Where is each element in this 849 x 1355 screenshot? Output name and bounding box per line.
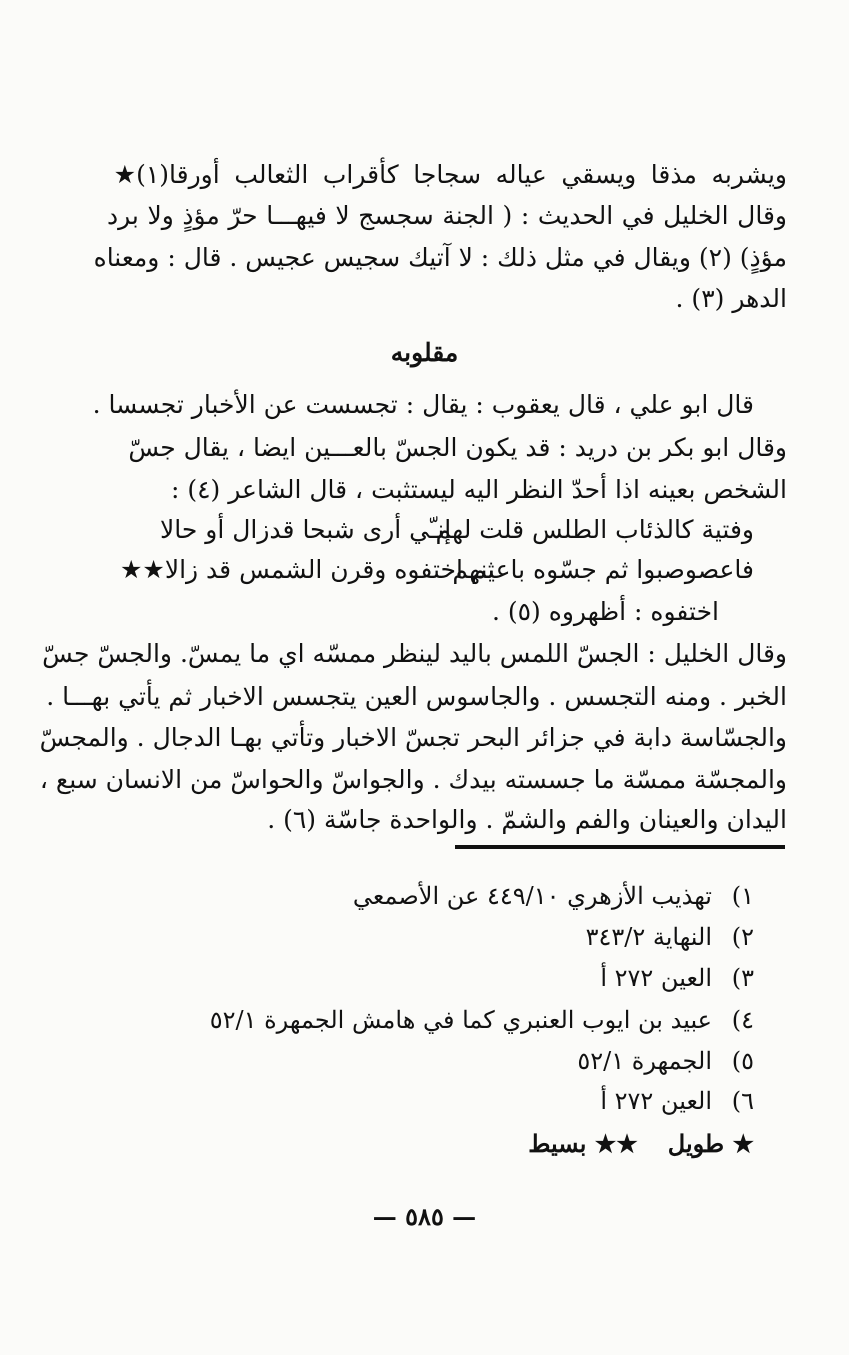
footnote-number: ١) bbox=[731, 882, 754, 910]
footnote bbox=[586, 917, 754, 957]
text-line: ويشربه مذقا ويسقي عياله سجاجا كأقراب الثعالب أورقا(١)★ bbox=[107, 160, 787, 189]
verse-hemistich-first: وفتية كالذئاب الطلس قلت لهم bbox=[435, 515, 754, 544]
footnote-separator bbox=[455, 845, 785, 849]
footnote-text: عبيد بن ايوب العنبري كما في هامش الجمهرة ٥٢/١ bbox=[209, 1006, 712, 1034]
text-line: قال ابو علي ، قال يعقوب : يقال : تجسست عن الأخبار تجسسا . bbox=[92, 390, 754, 419]
footnote-text: الجمهرة ٥٢/١ bbox=[577, 1047, 712, 1075]
footnote-text: النهاية ٣٤٣/٢ bbox=[585, 923, 712, 951]
verse-hemistich-second: إنـّي أرى شبحا قدزال أو حالا bbox=[160, 515, 452, 544]
footnote-text: العين ٢٧٢ أ bbox=[600, 1087, 712, 1115]
text-line: الشخص بعينه اذا أحدّ النظر اليه ليستثبت ، قال الشاعر (٤) : bbox=[170, 475, 787, 504]
text-line: وقال ابو بكر بن دريد : قد يكون الجسّ بالعـــين ايضا ، يقال جسّ bbox=[128, 433, 787, 462]
gloss-line: اختفوه : أظهروه (٥) . bbox=[491, 597, 719, 626]
footnote-number: ٢) bbox=[731, 923, 754, 951]
page-number: — ٥٨٥ — bbox=[372, 1202, 477, 1231]
verse-hemistich-second: ثم اختفوه وقرن الشمس قد زالا★★ bbox=[120, 555, 495, 584]
text-line: والمجسّة ممسّة ما جسسته بيدك . والجواسّ والحواسّ من الانسان سبع ، bbox=[39, 765, 787, 794]
footnote-text: العين ٢٧٢ أ bbox=[600, 964, 712, 992]
footnote-number: ٦) bbox=[731, 1087, 754, 1115]
text-line: مؤذٍ) (٢) ويقال في مثل ذلك : لا آتيك سجيس عجيس . قال : ومعناه bbox=[93, 243, 787, 272]
footnote bbox=[600, 958, 754, 998]
footnote bbox=[577, 1041, 754, 1081]
footnote-number: ٣) bbox=[731, 964, 754, 992]
text-line: الخبر . ومنه التجسس . والجاسوس العين يتجسس الاخبار ثم يأتي بهـــا . bbox=[46, 682, 787, 711]
meter-tawil: ★ طويل bbox=[667, 1129, 754, 1158]
text-line: وقال الخليل في الحديث : ( الجنة سجسج لا فيهـــا حرّ مؤذٍ ولا برد bbox=[107, 201, 787, 230]
footnote bbox=[210, 1000, 754, 1040]
verse-hemistich-first: فاعصوصبوا ثم جسّوه باعينهم bbox=[452, 555, 754, 584]
text-line: الدهر (٣) . bbox=[675, 284, 787, 313]
footnote-number: ٥) bbox=[731, 1047, 754, 1075]
text-line: وقال الخليل : الجسّ اللمس باليد لينظر ممسّه اي ما يمسّ. والجسّ جسّ bbox=[42, 639, 787, 668]
footnote bbox=[600, 1081, 754, 1121]
text-line: والجسّاسة دابة في جزائر البحر تجسّ الاخبار وتأتي بهـا الدجال . والمجسّ bbox=[39, 723, 787, 752]
section-heading: مقلوبه bbox=[390, 338, 459, 367]
meter-basit: ★★ بسيط bbox=[528, 1129, 638, 1158]
footnote-number: ٤) bbox=[731, 1006, 754, 1034]
footnote bbox=[353, 876, 754, 916]
meter-legend bbox=[528, 1124, 754, 1164]
footnote-text: تهذيب الأزهري ٤٤٩/١٠ عن الأصمعي bbox=[352, 882, 712, 910]
text-line: اليدان والعينان والفم والشمّ . والواحدة جاسّة (٦) . bbox=[267, 805, 787, 834]
